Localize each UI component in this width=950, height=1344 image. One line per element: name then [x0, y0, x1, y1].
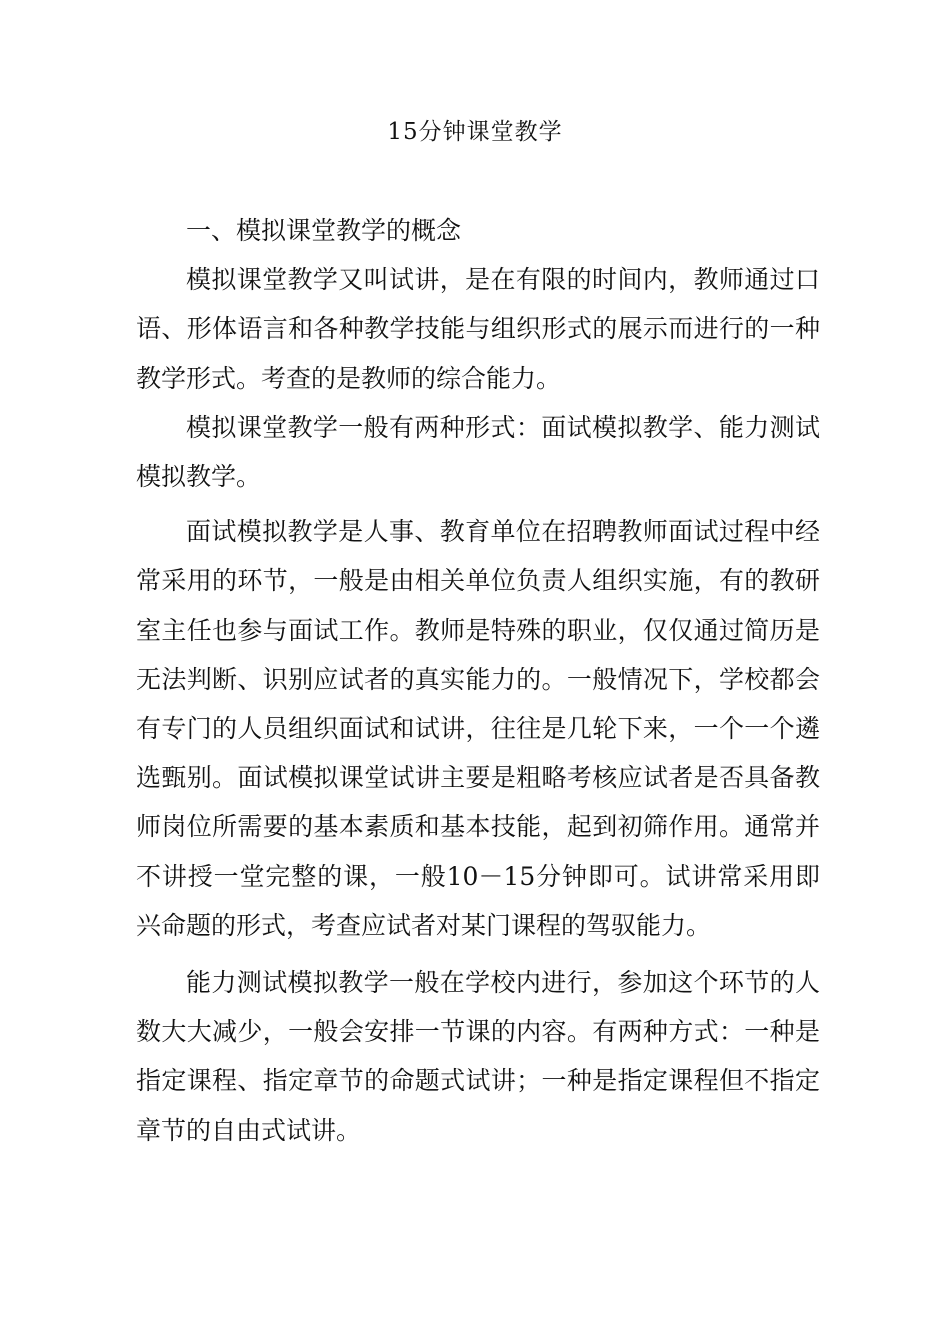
document-title: 15分钟课堂教学: [387, 119, 563, 145]
paragraph: 模拟课堂教学又叫试讲，是在有限的时间内，教师通过口语、形体语言和各种教学技能与组织形式的展示而进行的一种教学形式。考查的是教师的综合能力。: [136, 265, 820, 393]
document-body: [136, 206, 820, 1155]
section-heading: 一、模拟课堂教学的概念: [186, 216, 462, 245]
paragraph: 面试模拟教学是人事、教育单位在招聘教师面试过程中经常采用的环节，一般是由相关单位负责人组织实施，有的教研室主任也参与面试工作。教师是特殊的职业，仅仅通过简历是无法判断、识别应试者的真实能力的。一般情况下，学校都会有专门的人员组织面试和试讲，往往是几轮下来，一个一个遴选甄别。面试模拟课堂试讲主要是粗略考核应试者是否具备教师岗位所需要的基本素质和基本技能，起到初筛作用。通常并不讲授一堂完整的课，一般10－15分钟即可。试讲常采用即兴命题的形式，考查应试者对某门课程的驾驭能力。: [136, 517, 820, 940]
paragraph: 能力测试模拟教学一般在学校内进行，参加这个环节的人数大大减少，一般会安排一节课的内容。有两种方式：一种是指定课程、指定章节的命题式试讲；一种是指定课程但不指定章节的自由式试讲。: [136, 968, 820, 1145]
paragraph: 模拟课堂教学一般有两种形式：面试模拟教学、能力测试模拟教学。: [136, 412, 820, 492]
